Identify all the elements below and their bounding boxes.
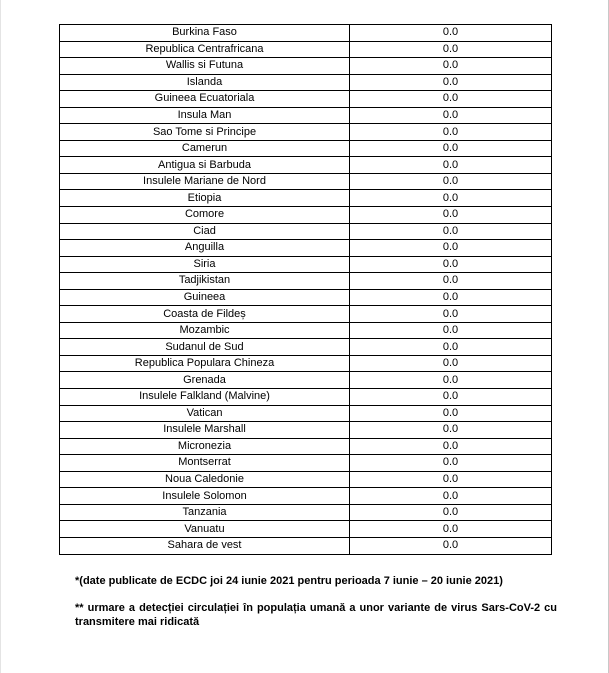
value-cell: 0.0 [350, 140, 552, 157]
country-cell: Etiopia [60, 190, 350, 207]
country-cell: Sudanul de Sud [60, 339, 350, 356]
table-body [60, 25, 552, 555]
country-cell: Insulele Falkland (Malvine) [60, 389, 350, 406]
table-row [60, 173, 552, 190]
table-row [60, 504, 552, 521]
country-cell: Antigua si Barbuda [60, 157, 350, 174]
country-cell: Vatican [60, 405, 350, 422]
country-cell: Wallis si Futuna [60, 58, 350, 75]
table-row [60, 240, 552, 257]
value-cell: 0.0 [350, 41, 552, 58]
value-cell: 0.0 [350, 521, 552, 538]
value-cell: 0.0 [350, 537, 552, 554]
table-row [60, 58, 552, 75]
table-row [60, 537, 552, 554]
country-cell: Camerun [60, 140, 350, 157]
table-row [60, 25, 552, 42]
table-row [60, 207, 552, 224]
country-cell: Sao Tome si Principe [60, 124, 350, 141]
table-row [60, 74, 552, 91]
value-cell: 0.0 [350, 107, 552, 124]
country-cell: Grenada [60, 372, 350, 389]
country-cell: Mozambic [60, 322, 350, 339]
table-row [60, 438, 552, 455]
footnote-variants: ** urmare a detecției circulației în populația umană a unor variante de virus Sars-CoV-2 cu transmitere mai ridicată [75, 602, 557, 628]
country-cell: Burkina Faso [60, 25, 350, 42]
value-cell: 0.0 [350, 322, 552, 339]
value-cell: 0.0 [350, 405, 552, 422]
value-cell: 0.0 [350, 471, 552, 488]
table-row [60, 124, 552, 141]
country-cell: Insula Man [60, 107, 350, 124]
table-row [60, 372, 552, 389]
table-row [60, 389, 552, 406]
country-cell: Guineea Ecuatoriala [60, 91, 350, 108]
country-cell: Siria [60, 256, 350, 273]
table-row [60, 306, 552, 323]
country-cell: Republica Centrafricana [60, 41, 350, 58]
country-cell: Republica Populara Chineza [60, 355, 350, 372]
value-cell: 0.0 [350, 422, 552, 439]
value-cell: 0.0 [350, 190, 552, 207]
country-cell: Micronezia [60, 438, 350, 455]
country-cell: Comore [60, 207, 350, 224]
country-cell: Tadjikistan [60, 273, 350, 290]
value-cell: 0.0 [350, 372, 552, 389]
country-cell: Tanzania [60, 504, 350, 521]
value-cell: 0.0 [350, 339, 552, 356]
table-row [60, 422, 552, 439]
value-cell: 0.0 [350, 124, 552, 141]
table-row [60, 488, 552, 505]
country-cell: Ciad [60, 223, 350, 240]
value-cell: 0.0 [350, 58, 552, 75]
table-row [60, 41, 552, 58]
table-row [60, 355, 552, 372]
table-row [60, 107, 552, 124]
country-cell: Montserrat [60, 455, 350, 472]
value-cell: 0.0 [350, 240, 552, 257]
value-cell: 0.0 [350, 306, 552, 323]
table-row [60, 405, 552, 422]
value-cell: 0.0 [350, 504, 552, 521]
value-cell: 0.0 [350, 207, 552, 224]
table-row [60, 455, 552, 472]
value-cell: 0.0 [350, 488, 552, 505]
country-cell: Guineea [60, 289, 350, 306]
table-row [60, 289, 552, 306]
value-cell: 0.0 [350, 355, 552, 372]
table-row [60, 223, 552, 240]
page-edge-left [0, 0, 1, 673]
table-row [60, 91, 552, 108]
value-cell: 0.0 [350, 389, 552, 406]
value-cell: 0.0 [350, 455, 552, 472]
value-cell: 0.0 [350, 74, 552, 91]
value-cell: 0.0 [350, 91, 552, 108]
value-cell: 0.0 [350, 273, 552, 290]
table-row [60, 339, 552, 356]
table-row [60, 322, 552, 339]
country-cell: Insulele Mariane de Nord [60, 173, 350, 190]
table-row [60, 140, 552, 157]
country-cell: Islanda [60, 74, 350, 91]
country-cell: Vanuatu [60, 521, 350, 538]
table-row [60, 471, 552, 488]
table-row [60, 273, 552, 290]
table-row [60, 190, 552, 207]
country-incidence-table [59, 24, 552, 555]
country-cell: Insulele Solomon [60, 488, 350, 505]
country-cell: Noua Caledonie [60, 471, 350, 488]
value-cell: 0.0 [350, 289, 552, 306]
country-cell: Anguilla [60, 240, 350, 257]
footnote-source: *(date publicate de ECDC joi 24 iunie 2021 pentru perioada 7 iunie – 20 iunie 2021) [75, 575, 503, 587]
value-cell: 0.0 [350, 256, 552, 273]
table-row [60, 256, 552, 273]
country-cell: Coasta de Fildeș [60, 306, 350, 323]
value-cell: 0.0 [350, 25, 552, 42]
country-cell: Sahara de vest [60, 537, 350, 554]
table-row [60, 521, 552, 538]
country-cell: Insulele Marshall [60, 422, 350, 439]
table-row [60, 157, 552, 174]
value-cell: 0.0 [350, 157, 552, 174]
value-cell: 0.0 [350, 173, 552, 190]
value-cell: 0.0 [350, 438, 552, 455]
value-cell: 0.0 [350, 223, 552, 240]
